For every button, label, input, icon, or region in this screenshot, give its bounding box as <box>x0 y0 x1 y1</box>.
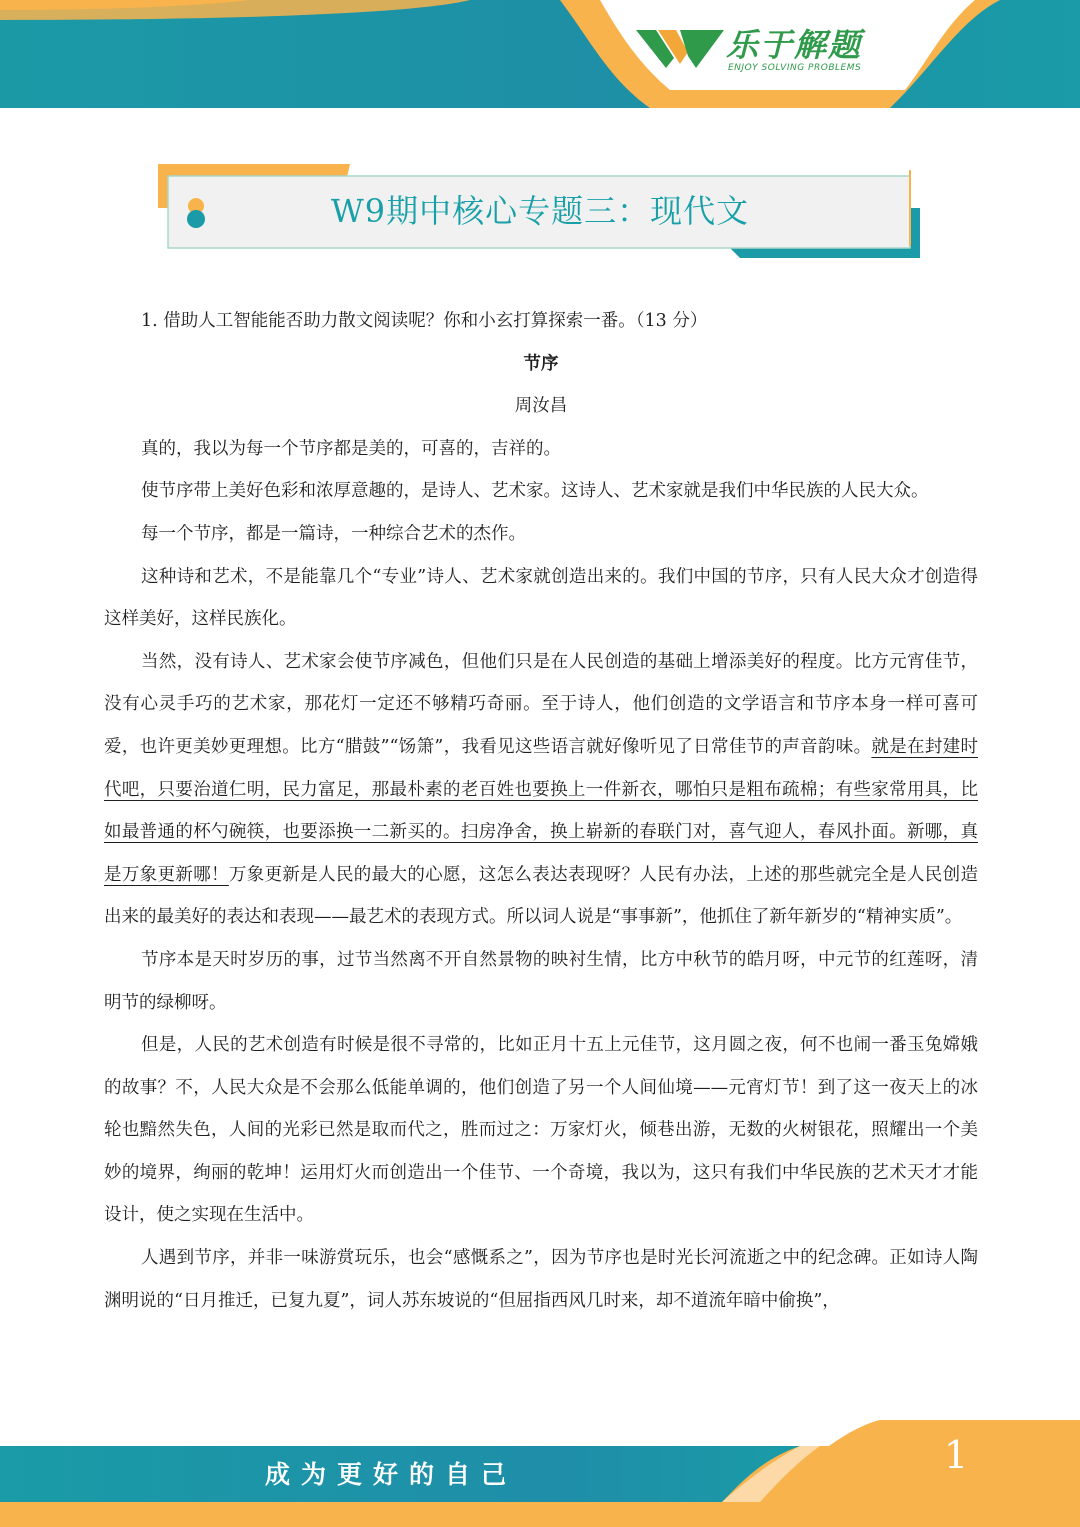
question-prompt: 1. 借助人工智能能否助力散文阅读呢？你和小玄打算探索一番。（13 分） <box>141 311 708 331</box>
paragraph-2: 使节序带上美好色彩和浓厚意趣的，是诗人、艺术家。这诗人、艺术家就是我们中华民族的人民大众。 <box>141 481 929 502</box>
paragraph-1: 真的，我以为每一个节序都是美的，可喜的，吉祥的。 <box>141 438 561 459</box>
paragraph-6: 节序本是天时岁历的事，过节当然离不开自然景物的映衬生情，比方中秋节的皓月呀，中元节的红莲呀，清明节的绿柳呀。 <box>104 949 978 1013</box>
page-title: W9期中核心专题三：现代文 <box>330 192 750 230</box>
brand-name: 乐于解题 <box>726 26 863 64</box>
paragraph-5 <box>104 641 978 939</box>
brand-tagline: ENJOY SOLVING PROBLEMS <box>728 63 862 73</box>
paragraph-5-lead: 当然，没有诗人、艺术家会使节序减色，但他们只是在人民创造的基础上增添美好的程度。比方元宵佳节，没有心灵手巧的艺术家，那花灯一定还不够精巧奇丽。至于诗人，他们创造的文学语言和节序本身一样可喜可爱，也许更美妙更理想。比方“腊鼓”“饧箫”，我看见这些语言就好像听见了日常佳节的声音韵味。 <box>104 651 978 757</box>
header-banner <box>0 0 1080 110</box>
paragraph-5-tail: 万象更新是人民的最大的心愿，这怎么表达表现呀？人民有办法，上述的那些就完全是人民创造出来的最美好的表达和表现——最艺术的表现方式。所以词人说是“事事新”，他抓住了新年新岁的“精神实质”。 <box>104 864 978 928</box>
footer-slogan: 成为更好的自己 <box>265 1460 518 1489</box>
footer-banner <box>0 1420 1080 1527</box>
paragraph-5-underlined: 就是在封建时代吧，只要治道仁明，民力富足，那最朴素的老百姓也要换上一件新衣，哪怕只是粗布疏棉；有些家常用具，比如最普通的杯勺碗筷，也要添换一二新买的。扫房净舍，换上崭新的春联门对，喜气迎人，春风扑面。新哪，真是万象更新哪！ <box>104 736 978 885</box>
brand-logo-icon <box>636 22 726 72</box>
article-body <box>104 300 978 1322</box>
article-title: 节序 <box>523 353 559 374</box>
title-bullet-icon <box>184 196 208 230</box>
article-author: 周汝昌 <box>514 396 568 417</box>
paragraph-3: 每一个节序，都是一篇诗，一种综合艺术的杰作。 <box>141 523 526 544</box>
paragraph-7: 但是，人民的艺术创造有时候是很不寻常的，比如正月十五上元佳节，这月圆之夜，何不也闹一番玉兔嫦娥的故事？不，人民大众是不会那么低能单调的，他们创造了另一个人间仙境——元宵灯节！到了这一夜天上的冰轮也黯然失色，人间的光彩已然是取而代之，胜而过之：万家灯火，倾巷出游，无数的火树银花，照耀出一个美妙的境界，绚丽的乾坤！运用灯火而创造出一个佳节、一个奇境，我以为，这只有我们中华民族的艺术天才才能设计，使之实现在生活中。 <box>104 1035 978 1226</box>
paragraph-8: 人遇到节序，并非一味游赏玩乐，也会“感慨系之”，因为节序也是时光长河流逝之中的纪念碑。正如诗人陶渊明说的“日月推迁，已复九夏”，词人苏东坡说的“但屈指西风几时来，却不道流年暗中偷换”， <box>104 1248 978 1311</box>
page-number: 1 <box>944 1433 969 1477</box>
paragraph-4: 这种诗和艺术，不是能靠几个“专业”诗人、艺术家就创造出来的。我们中国的节序，只有人民大众才创造得这样美好，这样民族化。 <box>104 566 978 630</box>
